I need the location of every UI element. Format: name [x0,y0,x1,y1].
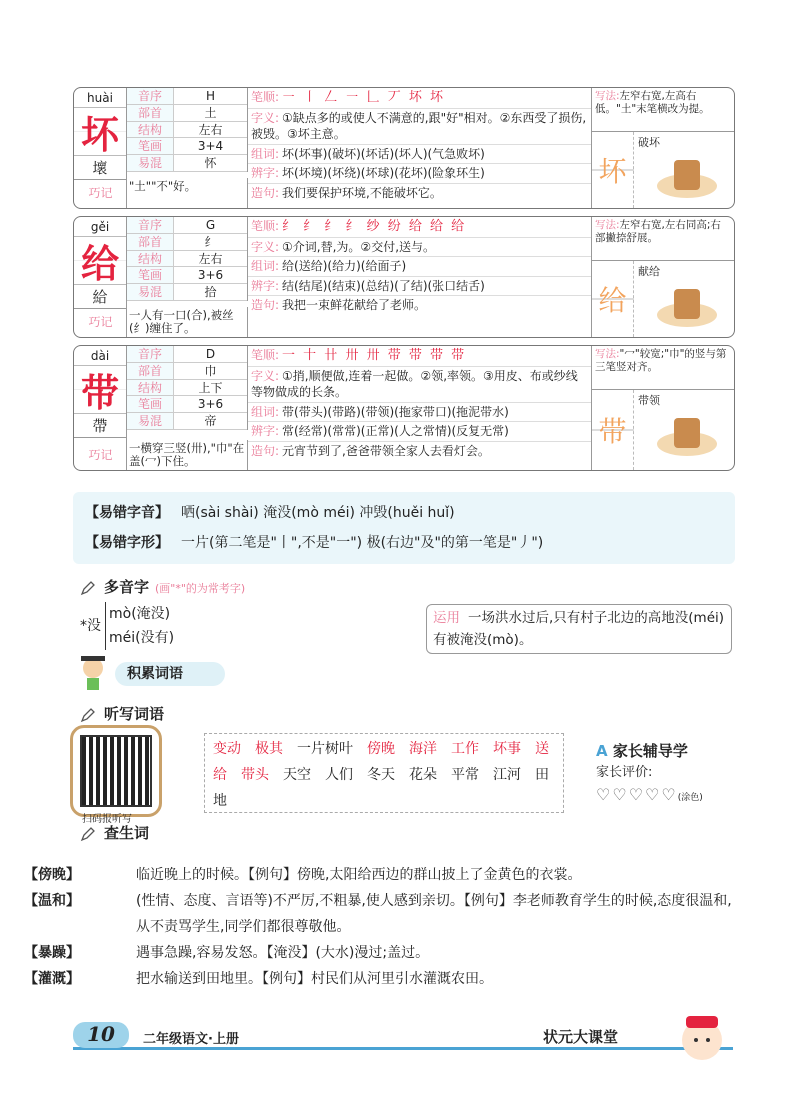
parent-logo-icon: A [596,742,608,760]
prop-row: 音序 H [127,88,247,105]
vocab-item: 【温和】 (性情、态度、言语等)不严厉,不粗暴,使人感到亲切。【例句】李老师教育学生的时候,态度很温和,从不责骂学生,同学们都很尊敬他。 [24,893,732,935]
mnemonic-text: "土""不"好。 [127,178,248,208]
practice-grid-char: 坏 [592,132,634,208]
zaoju-text: 我们要保护环境,不能破坏它。 [282,185,442,200]
practice-grid-char: 带 [592,390,634,470]
mnemonic-text: 一横穿三竖(卅),"巾"在盖(冖)下住。 [127,440,248,470]
stroke-order: ㇐ ㇑ 𠃋 ㇐ 𠃊 丆 坏 坏 [282,90,445,105]
char-card: dài 带 帶 巧记 音序 D 部首 巾 结构 上下 笔画 3+6 易混 帝 一横穿三竖(卅),"巾"在盖(冖)下住。 笔顺: 一 十 卄 卅 卅 带 带 带 带 字义: ①捎,顺便做,连着一起做。②领,率领。③用皮、布或纱线等物做成的长条。 组词: 带(带头)(带路)(带领)(拖家带口)(拖泥带水) 辨字: 常(经常)(常常)(正常)(人之常情)(反复无常) 造句: 元宵节到了,爸爸带领全家人去看灯会。 写法:"冖"较宽;"巾"的竖与第三笔竖对齐。 带 带领 [73,345,735,471]
prop-row: 部首 巾 [127,363,247,380]
student-mascot-icon [73,652,113,692]
dictation-word: 送给 [213,741,549,783]
dictation-word: 平常 [451,767,479,783]
heart-rating[interactable]: ♡♡♡♡♡ [596,785,678,804]
duoyin-char: *没 [80,618,101,634]
zuci-text: 带(带头)(带路)(带领)(拖家带口)(拖泥带水) [282,404,509,419]
accumulate-banner [73,652,233,692]
prop-row: 结构 上下 [127,380,247,397]
duoyin-reading-2: méi(没有) [109,630,175,646]
error-pron-text: 哂(sài shài) 淹没(mò méi) 冲毁(huěi huǐ) [181,505,455,521]
dictation-word: 工作 [451,741,479,757]
mnemonic-label: 巧记 [88,448,113,462]
writing-tip: 写法:"冖"较宽;"巾"的竖与第三笔竖对齐。 [592,346,734,390]
writing-tip: 写法:左窄右宽,左右同高;右部撇捺舒展。 [592,217,734,261]
mnemonic-label: 巧记 [88,186,113,200]
dictation-word: 变动 [213,741,241,757]
pencil-icon [80,826,96,842]
dictation-word: 傍晚 [367,741,395,757]
usage-label: 运用 [433,610,460,626]
char-pinyin: huài [74,88,126,108]
illustration-icon [642,404,732,460]
stroke-order: 纟 纟 纟 纟 纱 纷 给 给 给 [282,219,467,234]
char-props [127,217,248,301]
banner-label: 积累词语 [115,662,225,686]
footer [73,1022,733,1050]
error-pron-label: 【易错字音】 [85,505,169,521]
trad-char: 壞 [74,156,126,180]
dictation-word: 带头 [241,767,269,783]
parent-box [596,740,703,809]
prop-row: 笔画 3+6 [127,267,247,284]
zuci-text: 给(送给)(给力)(给面子) [282,259,407,273]
writing-tip: 写法:左窄右宽,左高右低。"土"末笔横改为提。 [592,88,734,132]
book-title: 二年级语文·上册 [143,1032,239,1047]
strokes-label: 笔顺: [251,348,280,362]
vocab-item: 【暴躁】 遇事急躁,容易发怒。【淹没】(大水)漫过;盖过。 [24,945,430,961]
prop-row: 结构 左右 [127,251,247,268]
prop-row: 部首 土 [127,105,247,122]
vocab-list [24,862,740,992]
dictation-word: 人们 [325,767,353,783]
char-card: huài 坏 壞 巧记 音序 H 部首 土 结构 左右 笔画 3+4 易混 怀 "土""不"好。 笔顺: ㇐ ㇑ 𠃋 ㇐ 𠃊 丆 坏 坏 字义: ①缺点多的或使人不满意的,跟"好"相对。②东西受了损伤,被毁。③坏主意。 组词: 坏(坏事)(破坏)(坏话)(坏人)(气急败坏) 辨字: 坏(坏境)(坏绕)(坏球)(花坏)(险象环生) 造句: 我们要保护环境,不能破坏它。 写法:左窄右宽,左高右低。"土"末笔横改为提。 坏 破坏 [73,87,735,209]
dictation-word: 冬天 [367,767,395,783]
prop-row: 结构 左右 [127,122,247,139]
illustration-icon [642,275,732,331]
illustration-icon [642,146,732,202]
char-props [127,88,248,172]
char-props [127,346,248,430]
dictation-word: 天空 [283,767,311,783]
usage-text: 一场洪水过后,只有村子北边的高地没(méi)有被淹没(mò)。 [433,610,725,648]
zaoju-text: 我把一束鲜花献给了老师。 [282,298,427,312]
error-form-label: 【易错字形】 [85,535,169,551]
dictation-title: 听写词语 [80,703,164,724]
practice-grid-char: 给 [592,261,634,337]
page-number: 10 [73,1022,129,1048]
char-pinyin: dài [74,346,126,366]
vocab-item: 【傍晚】 临近晚上的时候。【例句】傍晚,太阳给西边的群山披上了金黄色的衣裳。 [24,867,582,883]
brand: 状元大课堂 [543,1028,619,1046]
vocab-title: 查生词 [80,822,149,843]
dictation-word: 坏事 [493,741,521,757]
strokes-label: 笔顺: [251,90,280,104]
main-char: 坏 [74,108,126,156]
illustration [634,261,734,337]
bianzi-text: 结(结尾)(结束)(总结)(了结)(张口结舌) [282,278,485,293]
char-pinyin: gěi [74,217,126,237]
illustration [634,390,734,470]
illustration-caption: 破坏 [638,136,660,149]
meaning-text: ①介词,替,为。②交付,送与。 [282,239,436,254]
mnemonic-text: 一人有一口(合),被丝(纟)缠住了。 [127,307,248,337]
qr-code[interactable] [80,735,152,807]
error-form-text: 一片(第二笔是"丨",不是"一") 极(右边"及"的第一笔是"丿") [181,535,544,551]
prop-row: 音序 D [127,346,247,363]
dictation-word: 田地 [213,767,549,809]
stroke-order: 一 十 卄 卅 卅 带 带 带 带 [282,348,467,363]
zaoju-text: 元宵节到了,爸爸带领全家人去看灯会。 [282,443,490,458]
parent-eval-label: 家长评价: [596,765,653,780]
trad-char: 帶 [74,414,126,438]
dictation-words [204,733,564,813]
duoyin-reading-1: mò(淹没) [109,606,171,622]
vocab-item: 【灌溉】 把水输送到田地里。【例句】村民们从河里引水灌溉农田。 [24,971,493,987]
zuci-text: 坏(坏事)(破坏)(坏话)(坏人)(气急败坏) [282,146,485,161]
meaning-text: ①缺点多的或使人不满意的,跟"好"相对。②东西受了损伤,被毁。③坏主意。 [251,110,587,141]
mascot-icon [672,1010,732,1070]
duoyin-title: 多音字 (画"*"的为常考字) [80,576,245,597]
bianzi-text: 常(经常)(常常)(正常)(人之常情)(反复无常) [282,424,509,438]
prop-row: 易混 怀 [127,155,247,172]
prop-row: 部首 纟 [127,234,247,251]
char-card: gěi 给 給 巧记 音序 G 部首 纟 结构 左右 笔画 3+6 易混 拾 一人有一口(合),被丝(纟)缠住了。 笔顺: 纟 纟 纟 纟 纱 纷 给 给 给 字义: ①介词,替,为。②交付,送与。 组词: 给(送给)(给力)(给面子) 辨字: 结(结尾)(结束)(总结)(了结)(张口结舌) 造句: 我把一束鲜花献给了老师。 写法:左窄右宽,左右同高;右部撇捺舒展。 给 献给 [73,216,735,338]
pencil-icon [80,580,96,596]
duoyin-entry [80,602,174,650]
duoyin-note: (画"*"的为常考字) [155,582,246,595]
illustration-caption: 带领 [638,394,660,407]
meaning-text: ①捎,顺便做,连着一起做。②领,率领。③用皮、布或纱线等物做成的长条。 [251,368,578,399]
qr-caption: 扫码报听写 [82,814,132,825]
strokes-label: 笔顺: [251,219,280,233]
bianzi-text: 坏(坏境)(坏绕)(坏球)(花坏)(险象环生) [282,166,485,180]
main-char: 给 [74,237,126,285]
parent-title: 家长辅导学 [612,742,688,760]
prop-row: 音序 G [127,217,247,234]
error-box [73,492,735,564]
illustration-caption: 献给 [638,265,660,278]
dictation-word: 海洋 [409,741,437,757]
usage-box [426,604,732,654]
illustration [634,132,734,208]
hearts-hint: (涂色) [677,793,703,803]
prop-row: 笔画 3+6 [127,396,247,413]
prop-row: 易混 帝 [127,413,247,430]
dictation-word: 江河 [493,767,521,783]
dictation-word: 一片树叶 [297,741,353,757]
mnemonic-label: 巧记 [88,315,113,329]
main-char: 带 [74,366,126,414]
dictation-word: 花朵 [409,767,437,783]
dictation-word: 极其 [255,741,283,757]
prop-row: 笔画 3+4 [127,138,247,155]
pencil-icon [80,707,96,723]
trad-char: 給 [74,285,126,309]
prop-row: 易混 拾 [127,284,247,301]
